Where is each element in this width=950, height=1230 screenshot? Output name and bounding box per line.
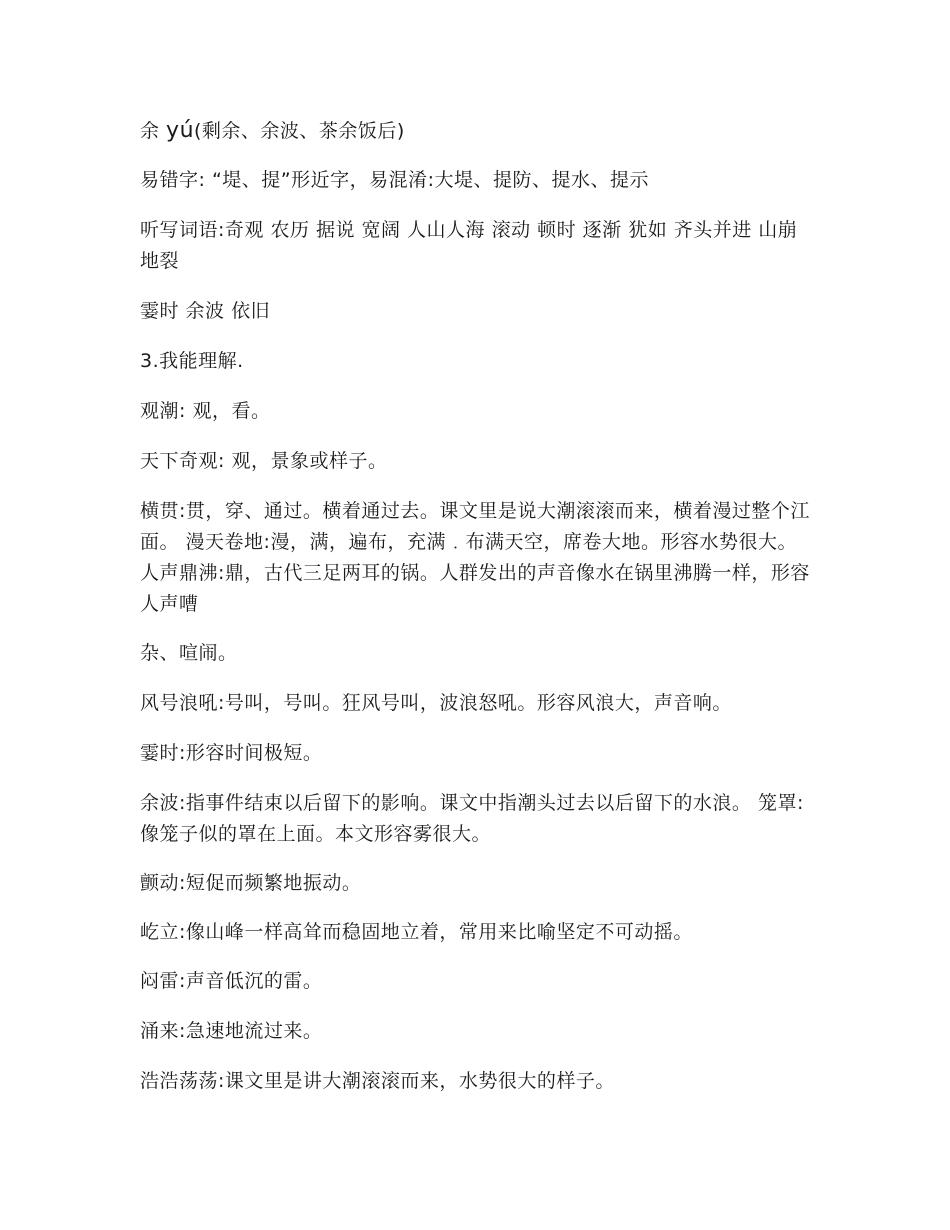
def-yonglai: 涌来:急速地流过来。 xyxy=(140,1020,323,1042)
line-easy-mistake-chars: 易错字: “堤、提”形近字，易混淆:大堤、提防、提水、提示 xyxy=(140,169,650,191)
def-guanchao: 观潮: 观，看。 xyxy=(140,400,271,422)
def-shashi: 霎时:形容时间极短。 xyxy=(140,742,323,764)
def-tianxia-qiguan: 天下奇观: 观，景象或样子。 xyxy=(140,450,388,472)
line-yu-pinyin xyxy=(140,115,810,147)
section-heading-understand: 3.我能理解. xyxy=(140,350,244,372)
pinyin-yu: yú xyxy=(166,118,195,143)
def-yili: 屹立:像山峰一样高耸而稳固地立着，常用来比喻坚定不可动摇。 xyxy=(140,921,693,943)
line-dictation-words-cont: 霎时 余波 依旧 xyxy=(140,300,271,322)
line-yu-post: (剩余、余波、茶余饭后) xyxy=(194,120,405,142)
def-hengguan-block: 横贯:贯，穿、通过。横着通过去。课文里是说大潮滚滚而来，横着漫过整个江面。 漫天卷地:漫，满，遍布，充满﹒布满天空，席卷大地。形容水势很大。 人声鼎沸:鼎，古代三足两耳的锅。人群发出的声音像水在锅里沸腾一样，形容人声嘈 xyxy=(140,500,810,615)
def-haohao-dangdang: 浩浩荡荡:课文里是讲大潮滚滚而来，水势很大的样子。 xyxy=(140,1070,615,1092)
def-block-continuation: 杂、喧闹。 xyxy=(140,642,238,664)
def-menlei: 闷雷:声音低沉的雷。 xyxy=(140,970,323,992)
def-fenghao-langhou: 风号浪吼:号叫，号叫。狂风号叫，波浪怒吼。形容风浪大，声音响。 xyxy=(140,692,732,714)
def-yubo-longzhao: 余波:指事件结束以后留下的影响。课文中指潮头过去以后留下的水浪。 笼罩:像笼子似的罩在上面。本文形容雾很大。 xyxy=(140,792,804,845)
line-yu-pre: 余 xyxy=(140,120,167,142)
def-chandong: 颤动:短促而频繁地振动。 xyxy=(140,872,362,894)
line-dictation-words: 听写词语:奇观 农历 据说 宽阔 人山人海 滚动 顿时 逐渐 犹如 齐头并进 山崩地裂 xyxy=(140,219,798,272)
